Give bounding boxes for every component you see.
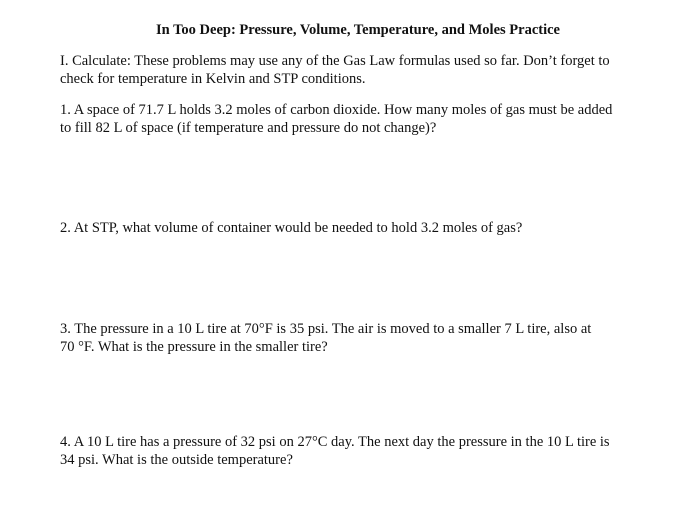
question-1-text: to fill 82 L of space (if temperature and pressure do not change)? bbox=[60, 120, 437, 136]
section-instructions bbox=[60, 52, 670, 88]
instructions-line: I. Calculate: These problems may use any of the Gas Law formulas used so far. Don’t forget to bbox=[60, 53, 610, 69]
question-1 bbox=[60, 101, 670, 137]
question-4 bbox=[60, 433, 670, 469]
page-title: In Too Deep: Pressure, Volume, Temperature, and Moles Practice bbox=[156, 22, 560, 38]
question-2-text: 2. At STP, what volume of container would be needed to hold 3.2 moles of gas? bbox=[60, 220, 523, 236]
question-3 bbox=[60, 320, 670, 356]
question-4-text: 34 psi. What is the outside temperature? bbox=[60, 452, 293, 468]
question-1-text: 1. A space of 71.7 L holds 3.2 moles of carbon dioxide. How many moles of gas must be added bbox=[60, 102, 613, 118]
question-4-text: 4. A 10 L tire has a pressure of 32 psi on 27°C day. The next day the pressure in the 10 L tire is bbox=[60, 434, 610, 450]
question-3-text: 70 °F. What is the pressure in the smaller tire? bbox=[60, 339, 328, 355]
question-2 bbox=[60, 219, 670, 237]
question-3-text: 3. The pressure in a 10 L tire at 70°F is 35 psi. The air is moved to a smaller 7 L tire, also at bbox=[60, 321, 592, 337]
instructions-line: check for temperature in Kelvin and STP conditions. bbox=[60, 71, 366, 87]
